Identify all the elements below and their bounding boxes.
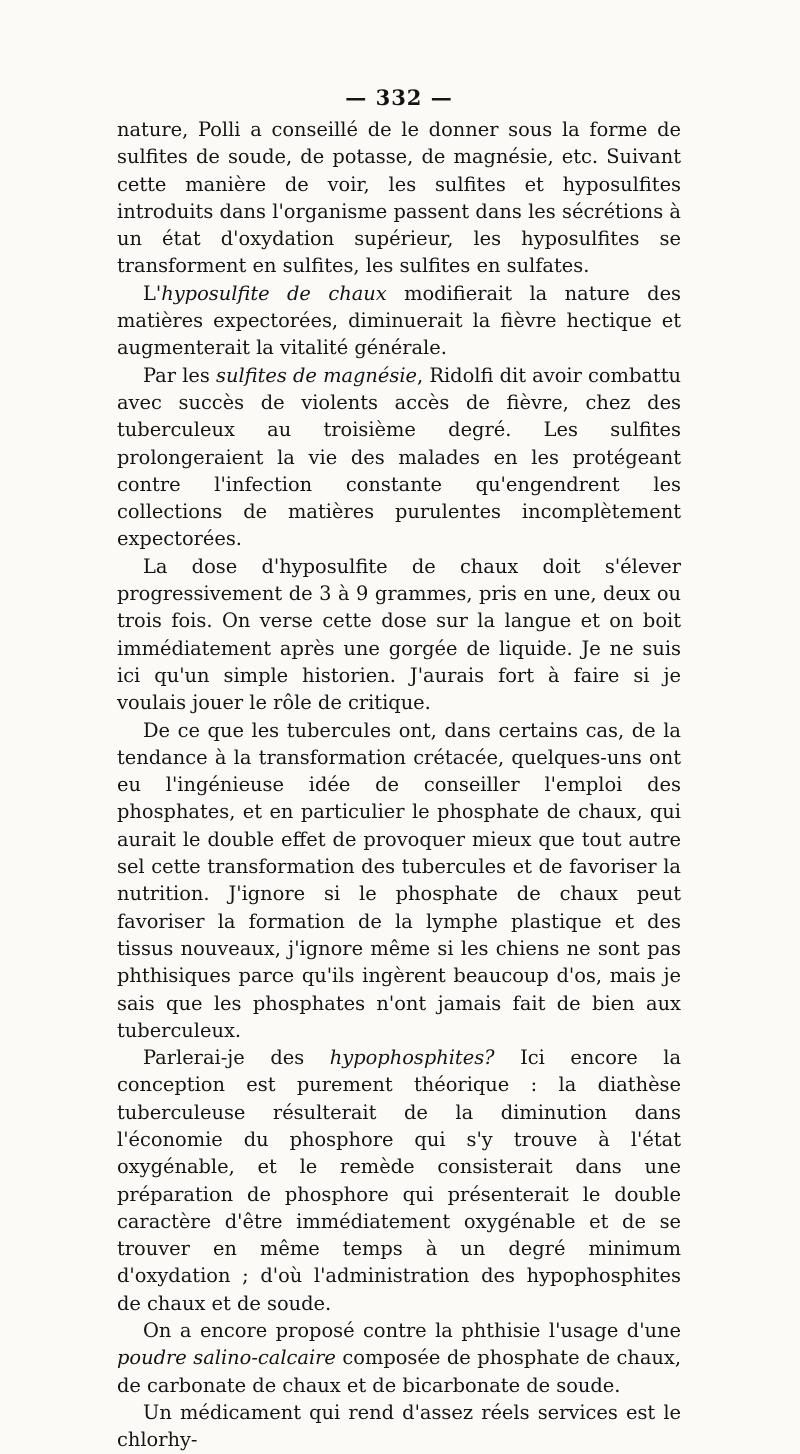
paragraph-p7 xyxy=(117,1317,681,1399)
emphasized-term: hypophosphites? xyxy=(329,1046,495,1070)
text-run: composée de phosphate de chaux, de carbonate de chaux et de bicarbonate de soude. xyxy=(117,1346,681,1397)
paragraph-p6 xyxy=(117,1044,681,1317)
emphasized-term: hyposulfite de chaux xyxy=(161,281,387,305)
emphasized-term: sulfites de magnésie xyxy=(216,363,418,387)
paragraph-p3 xyxy=(117,362,681,553)
paragraph-p2 xyxy=(117,280,681,362)
page-body xyxy=(117,116,681,1454)
text-run: Parlerai-je des xyxy=(143,1046,330,1070)
text-run: On a encore proposé contre la phthisie l'usage d'une xyxy=(143,1319,681,1343)
text-run: , Ridolfi dit avoir combattu avec succès de violents accès de fièvre, chez des tuberculeux au troisième degré. Les sulfites prolongeraient la vie des malades en les protégeant contre l'infection constante qu'engendrent les collections de matières purulentes incomplètement expectorées. xyxy=(117,363,681,551)
text-run: Un médicament qui rend d'assez réels services est le chlorhy- xyxy=(117,1400,681,1452)
book-page xyxy=(117,86,681,1454)
text-run: nature, Polli a conseillé de le donner sous la forme de sulfites de soude, de potasse, de magnésie, etc. Suivant cette manière de voir, les sulfites et hyposulfites introduits dans l'organisme passent dans les sécrétions à un état d'oxydation supérieur, les hyposulfites se transforment en sulfites, les sulfites en sulfates. xyxy=(117,118,681,278)
emphasized-term: poudre salino-calcaire xyxy=(117,1346,336,1370)
page-number: — 332 — xyxy=(345,85,453,110)
text-run: De ce que les tubercules ont, dans certains cas, de la tendance à la transformation crétacée, quelques-uns ont eu l'ingénieuse idée de conseiller l'emploi des phosphates, et en particulier le phosphate de chaux, qui aurait le double effet de provoquer mieux que tout autre sel cette transformation des tubercules et de favoriser la nutrition. J'ignore si le phosphate de chaux peut favoriser la formation de la lymphe plastique et des tissus nouveaux, j'ignore même si les chiens ne sont pas phthisiques parce qu'ils ingèrent beaucoup d'os, mais je sais que les phosphates n'ont jamais fait de bien aux tuberculeux. xyxy=(117,718,681,1042)
paragraph-p1 xyxy=(117,116,681,280)
paragraph-p4 xyxy=(117,553,681,717)
paragraph-p8 xyxy=(117,1399,681,1454)
text-run: Ici encore la conception est purement théorique : la diathèse tuberculeuse résulterait de la diminution dans l'économie du phosphore qui s'y trouve à l'état oxygénable, et le remède consisterait dans une préparation de phosphore qui présenterait le double caractère d'être immédiatement oxygénable et de se trouver en même temps à un degré minimum d'oxydation ; d'où l'administration des hypophosphites de chaux et de soude. xyxy=(117,1046,682,1315)
text-run: Par les xyxy=(143,363,217,387)
text-run: La dose d'hyposulfite de chaux doit s'élever progressivement de 3 à 9 grammes, pris en une, deux ou trois fois. On verse cette dose sur la langue et on boit immédiatement après une gorgée de liquide. Je ne suis ici qu'un simple historien. J'aurais fort à faire si je voulais jouer le rôle de critique. xyxy=(117,554,681,715)
text-run: modifierait la nature des matières expectorées, diminuerait la fièvre hectique et augmenterait la vitalité générale. xyxy=(117,281,681,360)
paragraph-p5 xyxy=(117,717,681,1045)
text-run: L' xyxy=(143,281,162,305)
